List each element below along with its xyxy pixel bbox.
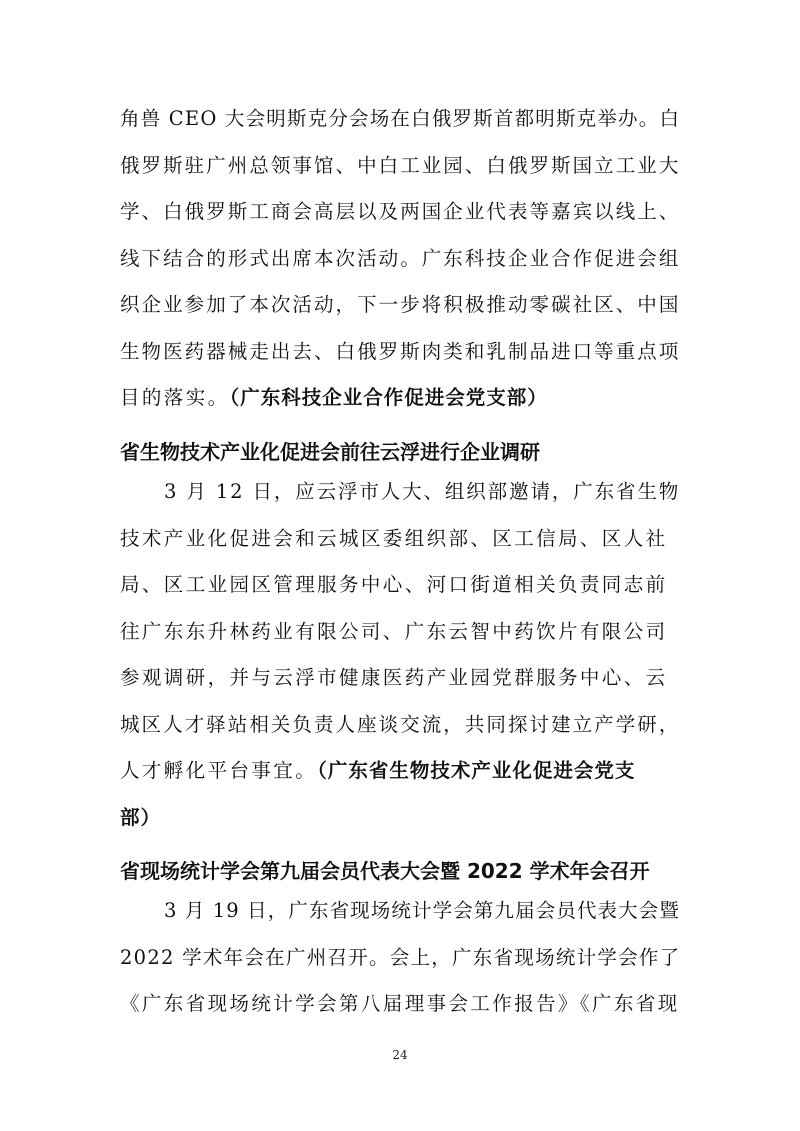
section2-last-text: 人才孵化平台事宜。	[120, 759, 318, 782]
section2-source-part2: 部）	[120, 805, 162, 829]
section1-paragraph	[120, 96, 680, 422]
section1-source: （广东科技企业合作促进会党支部）	[229, 386, 548, 409]
section2-heading: 省生物技术产业化促进会前往云浮进行企业调研	[120, 440, 540, 464]
section3-line: 3 月 19 日，广东省现场统计学会第九届会员代表大会暨	[164, 899, 681, 922]
section2-line: 参观调研，并与云浮市健康医药产业园党群服务中心、云	[120, 666, 668, 689]
section3-paragraph	[120, 888, 680, 1028]
section1-line: 俄罗斯驻广州总领事馆、中白工业园、白俄罗斯国立工业大	[120, 153, 681, 177]
section1-line: 织企业参加了本次活动，下一步将积极推动零碳社区、中国	[120, 293, 681, 316]
section1-line: 学、白俄罗斯工商会高层以及两国企业代表等嘉宾以线上、	[120, 200, 681, 223]
section2-line: 局、区工业园区管理服务中心、河口街道相关负责同志前	[120, 573, 668, 596]
section3-line: 《广东省现场统计学会第八届理事会工作报告》《广东省现	[120, 992, 680, 1015]
section2-line: 城区人才驿站相关负责人座谈交流，共同探讨建立产学研，	[120, 712, 681, 736]
section2-source-part1: （广东省生物技术产业化促进会党支	[317, 759, 636, 782]
section3-heading: 省现场统计学会第九届会员代表大会暨 2022 学术年会召开	[120, 859, 650, 883]
section2-last-line	[120, 748, 680, 795]
section3-line: 2022 学术年会在广州召开。会上，广东省现场统计学会作了	[120, 945, 681, 969]
section1-line: 线下结合的形式出席本次活动。广东科技企业合作促进会组	[120, 246, 681, 270]
section1-last-line	[120, 375, 680, 422]
section2-line: 技术产业化促进会和云城区委组织部、区工信局、区人社	[120, 526, 668, 550]
section2-line: 3 月 12 日，应云浮市人大、组织部邀请，广东省生物	[164, 480, 681, 503]
section2-line: 往广东东升林药业有限公司、广东云智中药饮片有限公司	[120, 619, 668, 643]
section2-source-line	[120, 795, 680, 842]
section2-paragraph	[120, 469, 680, 841]
section1-line: 角兽 CEO 大会明斯克分会场在白俄罗斯首都明斯克举办。白	[120, 107, 681, 130]
section1-last-text: 目的落实。	[120, 386, 230, 409]
page-number: 24	[392, 1048, 408, 1062]
section1-line: 生物医药器械走出去、白俄罗斯肉类和乳制品进口等重点项	[120, 339, 681, 363]
